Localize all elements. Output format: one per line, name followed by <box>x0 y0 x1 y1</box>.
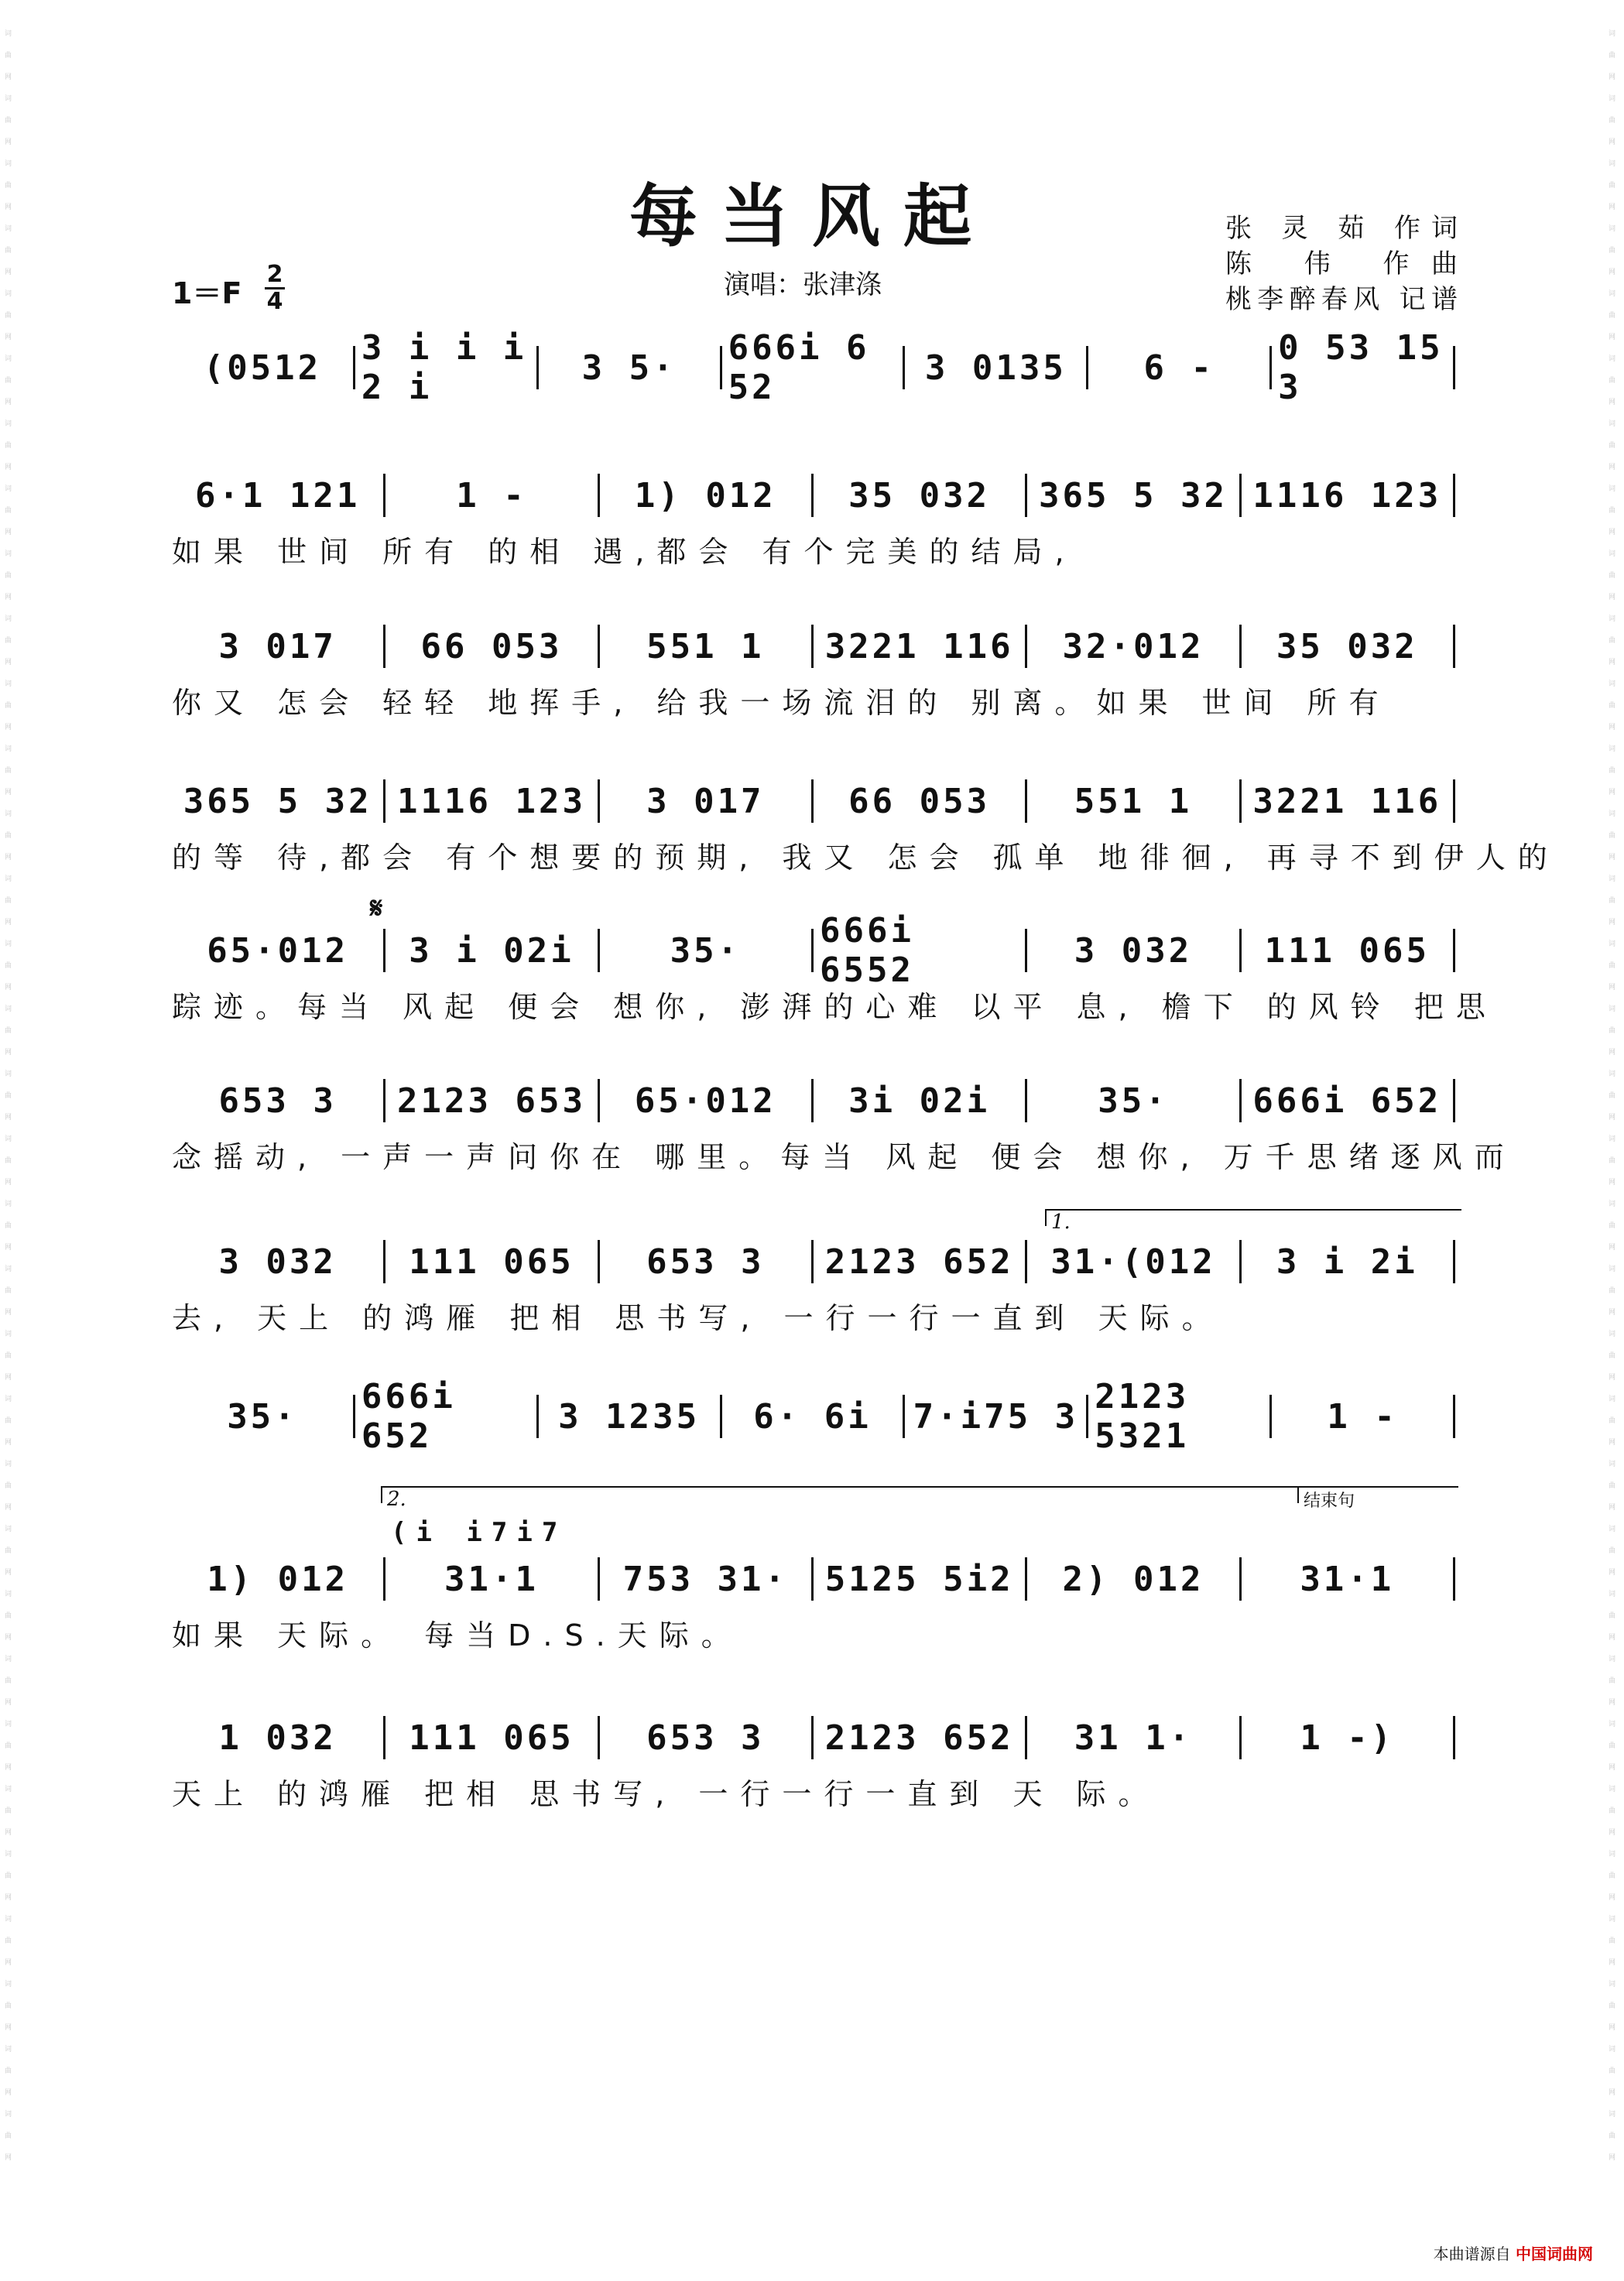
measure: 3 017 <box>600 779 814 823</box>
measure: 1116 123 <box>1242 474 1455 517</box>
measure: 111 065 <box>385 1716 599 1759</box>
measure: 65·012 <box>600 1079 814 1122</box>
measure: 3221 116 <box>814 625 1027 668</box>
measure: 666i 6552 <box>814 929 1027 972</box>
volta-first-ending <box>1045 1209 1461 1234</box>
measure: 35 032 <box>1242 625 1455 668</box>
measure: 3 5· <box>539 346 722 389</box>
lyrics-line: 踪迹。每当 风起 便会 想你, 澎湃的心难 以平 息, 檐下 的风铃 把思 <box>172 990 1498 1024</box>
measure: 111 065 <box>385 1240 599 1283</box>
measure: 2) 012 <box>1027 1557 1241 1601</box>
lyrics-line: 去, 天上 的鸿雁 把相 思书写, 一行一行一直到 天际。 <box>172 1301 1224 1335</box>
credits-block <box>1225 211 1458 317</box>
composer-credit: 陈 伟 作曲 <box>1225 248 1458 279</box>
key-signature: 1＝F <box>172 276 242 310</box>
measure: 31 1· <box>1027 1716 1241 1759</box>
measure: 753 31· <box>600 1557 814 1601</box>
notation-row <box>172 1714 1455 1761</box>
measure: 5125 5i2 <box>814 1557 1027 1601</box>
measure: 111 065 <box>1242 929 1455 972</box>
measure: 2123 5321 <box>1088 1395 1272 1438</box>
ending-phrase-label: 结束句 <box>1304 1492 1355 1511</box>
measure: 31·1 <box>1242 1557 1455 1601</box>
measure: 3 i 02i <box>385 929 599 972</box>
transcriber-credit: 桃李醉春风 记谱 <box>1225 284 1458 315</box>
measure: 3 032 <box>172 1240 385 1283</box>
measure: 6·1 121 <box>172 474 385 517</box>
measure: 1116 123 <box>385 779 599 823</box>
measure: 35· <box>1027 1079 1241 1122</box>
measure: (0512 <box>172 346 355 389</box>
measure: 365 5 32 <box>172 779 385 823</box>
lyrics-line: 你又 怎会 轻轻 地挥手, 给我一场流泪的 别离。如果 世间 所有 <box>172 686 1391 720</box>
measure: 1 - <box>385 474 599 517</box>
lyricist-credit: 张 灵 茹 作词 <box>1225 213 1458 244</box>
lyrics-line: 如果 天际。 每当D.S.天际。 <box>172 1618 743 1653</box>
measure: 31·1 <box>385 1557 599 1601</box>
footer-site-name: 中国词曲网 <box>1516 2245 1593 2263</box>
measure: 365 5 32 <box>1027 474 1241 517</box>
singer-credit: 演唱：张津涤 <box>724 269 882 300</box>
measure: 2123 652 <box>814 1716 1027 1759</box>
measure: 551 1 <box>1027 779 1241 823</box>
measure: 31·(012 <box>1027 1240 1241 1283</box>
measure: 7·i75 3 <box>905 1395 1088 1438</box>
measure: 35· <box>600 929 814 972</box>
measure: 35· <box>172 1395 355 1438</box>
measure: 1 032 <box>172 1716 385 1759</box>
measure: 6· 6i <box>722 1395 906 1438</box>
measure: 666i 652 <box>1242 1079 1455 1122</box>
time-signature-top: 2 <box>266 261 283 288</box>
measure: 653 3 <box>600 1716 814 1759</box>
measure: 32·012 <box>1027 625 1241 668</box>
measure: 3 032 <box>1027 929 1241 972</box>
notation-row <box>172 623 1455 670</box>
time-signature-bottom: 4 <box>266 288 283 315</box>
time-signature <box>265 263 285 313</box>
measure: 1) 012 <box>600 474 814 517</box>
measure: 35 032 <box>814 474 1027 517</box>
measure: 3 0135 <box>905 346 1088 389</box>
measure: 551 1 <box>600 625 814 668</box>
notation-row <box>172 911 1455 990</box>
lyrics-line: 念摇动, 一声一声问你在 哪里。每当 风起 便会 想你, 万千思绪逐风而 <box>172 1140 1516 1174</box>
volta-first-label: 1. <box>1051 1211 1071 1234</box>
measure: 666i 652 <box>355 1395 539 1438</box>
measure: 3 017 <box>172 625 385 668</box>
measure: 1 -) <box>1242 1716 1455 1759</box>
notation-row <box>172 472 1455 519</box>
notation-row <box>172 1238 1455 1285</box>
lyrics-line: 如果 世间 所有 的相 遇,都会 有个完美的结局, <box>172 535 1077 569</box>
watermark-right: 词曲网词曲网词曲网词曲网词曲网词曲网词曲网词曲网词曲网词曲网词曲网词曲网词曲网词曲网词曲网词曲网词曲网词曲网词曲网词曲网词曲网词曲网词曲网词曲网词曲网词曲网词曲网词曲网词曲网词曲网词曲网词曲网词曲网 <box>1609 30 1616 2162</box>
measure: 3 1235 <box>539 1395 722 1438</box>
segno-sign: 𝄋 <box>370 890 383 925</box>
measure: 666i 6 52 <box>722 346 906 389</box>
measure: 3i 02i <box>814 1079 1027 1122</box>
measure: 3 i i i 2 i <box>355 346 539 389</box>
source-footer <box>1434 2242 1593 2264</box>
measure: 6 - <box>1088 346 1272 389</box>
lyrics-line: 天上 的鸿雁 把相 思书写, 一行一行一直到 天 际。 <box>172 1777 1160 1811</box>
measure: 66 053 <box>385 625 599 668</box>
notation-row <box>172 1377 1455 1456</box>
notation-row <box>172 1556 1455 1602</box>
footer-source-text: 本曲谱源自 <box>1433 2245 1511 2263</box>
measure: 1) 012 <box>172 1557 385 1601</box>
song-title: 每当风起 <box>629 176 995 256</box>
measure: 653 3 <box>600 1240 814 1283</box>
measure: 2123 653 <box>385 1079 599 1122</box>
measure: 65·012 <box>172 929 385 972</box>
measure: 653 3 <box>172 1079 385 1122</box>
measure: 3 i 2i <box>1242 1240 1455 1283</box>
notation-row <box>172 1077 1455 1124</box>
measure: 66 053 <box>814 779 1027 823</box>
watermark-left: 词曲网词曲网词曲网词曲网词曲网词曲网词曲网词曲网词曲网词曲网词曲网词曲网词曲网词曲网词曲网词曲网词曲网词曲网词曲网词曲网词曲网词曲网词曲网词曲网词曲网词曲网词曲网词曲网词曲网词曲网词曲网词曲网词曲网 <box>5 30 12 2162</box>
measure: 1 - <box>1272 1395 1455 1438</box>
volta-second-ending <box>381 1486 1300 1511</box>
notation-row <box>172 328 1455 407</box>
measure: 3221 116 <box>1242 779 1455 823</box>
grace-notes-line: (i i7i7 <box>391 1517 567 1548</box>
measure: 2123 652 <box>814 1240 1027 1283</box>
lyrics-line: 的等 待,都会 有个想要的预期, 我又 怎会 孤单 地徘徊, 再寻不到伊人的 <box>172 841 1560 875</box>
ending-phrase-bracket <box>1297 1486 1458 1511</box>
volta-second-label: 2. <box>387 1488 406 1511</box>
measure: 0 53 15 3 <box>1272 346 1455 389</box>
notation-row <box>172 778 1455 824</box>
